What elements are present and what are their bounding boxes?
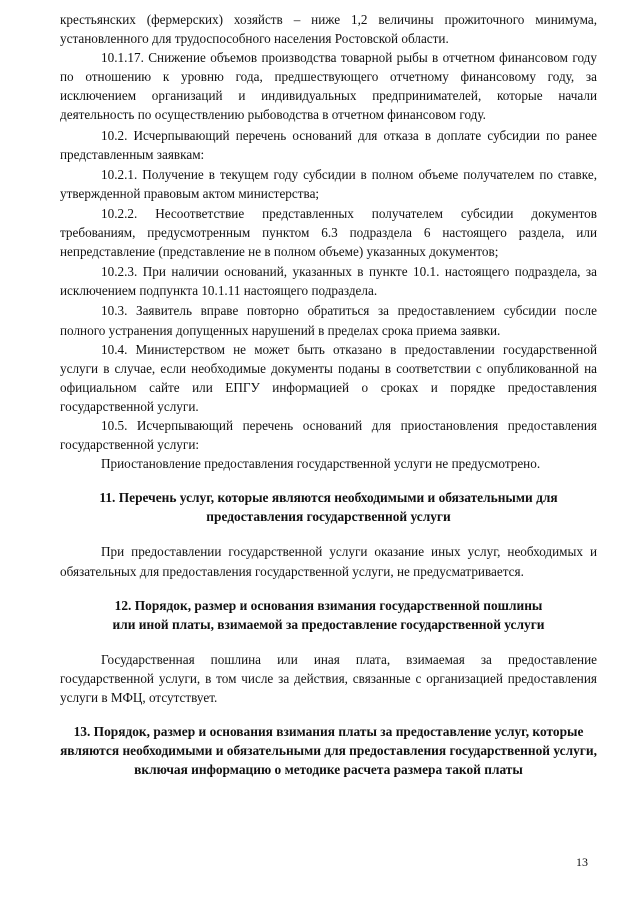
document-page: [60, 10, 597, 779]
paragraph-10-1-17: 10.1.17. Снижение объемов производства товарной рыбы в отчетном финансовом году по отношению к уровню года, предшествующего отчетному финансовому году, за исключением организаций и индивидуальных предпринимателей, которые начали деятельность по осуществлению рыбоводства в отчетном финансовом году.: [60, 50, 597, 123]
section-13-heading: 13. Порядок, размер и основания взимания платы за предоставление услуг, которые являются необходимыми и обязательными для предоставления государственной услуги, включая информацию о методике расчета размера такой платы: [60, 724, 597, 778]
paragraph-10-3: 10.3. Заявитель вправе повторно обратиться за предоставлением субсидии после полного устранения допущенных нарушений в пределах срока приема заявки.: [60, 303, 597, 338]
page-number: 13: [576, 855, 588, 869]
paragraph-continuation: крестьянских (фермерских) хозяйств – ниже 1,2 величины прожиточного минимума, установленного для трудоспособного населения Ростовской области.: [60, 12, 597, 47]
section-12-heading-line1: 12. Порядок, размер и основания взимания государственной пошлины: [114, 597, 543, 613]
paragraph-10-2-3: 10.2.3. При наличии оснований, указанных в пункте 10.1. настоящего подраздела, за исключением подпункта 10.1.11 настоящего подраздела.: [60, 264, 597, 299]
paragraph-10-2: 10.2. Исчерпывающий перечень оснований для отказа в доплате субсидии по ранее представленным заявкам:: [60, 127, 597, 162]
section-11-text: При предоставлении государственной услуги оказание иных услуг, необходимых и обязательных для предоставления государственной услуги, не предусматривается.: [60, 544, 597, 579]
section-12-heading-line2: или иной платы, взимаемой за предоставление государственной услуги: [112, 616, 545, 632]
paragraph-10-2-2: 10.2.2. Несоответствие представленных получателем субсидии документов требованиям, предусмотренным пунктом 6.3 подраздела 6 настоящего раздела, или непредставление (представление не в полном объеме) указанных документов;: [60, 205, 597, 260]
paragraph-suspension: Приостановление предоставления государственной услуги не предусмотрено.: [101, 456, 541, 472]
paragraph-10-5: 10.5. Исчерпывающий перечень оснований для приостановления предоставления государственной услуги:: [60, 417, 597, 453]
paragraph-10-4: 10.4. Министерством не может быть отказано в предоставлении государственной услуги в случае, если необходимые документы поданы в соответствии с опубликованной на официальном сайте или ЕПГУ информацией о сроках и порядке предоставления государственной услуги.: [60, 341, 597, 414]
section-12-heading: [60, 596, 597, 634]
section-11-heading: 11. Перечень услуг, которые являются необходимыми и обязательными для предоставления государственной услуги: [99, 490, 558, 525]
paragraph-10-2-1: 10.2.1. Получение в текущем году субсидии в полном объеме получателем по ставке, утвержденной правовым актом министерства;: [60, 166, 597, 201]
section-12-text: Государственная пошлина или иная плата, взимаемая за предоставление государственной услуги, в том числе за действия, связанные с организацией предоставления услуги в МФЦ, отсутствует.: [60, 651, 597, 705]
